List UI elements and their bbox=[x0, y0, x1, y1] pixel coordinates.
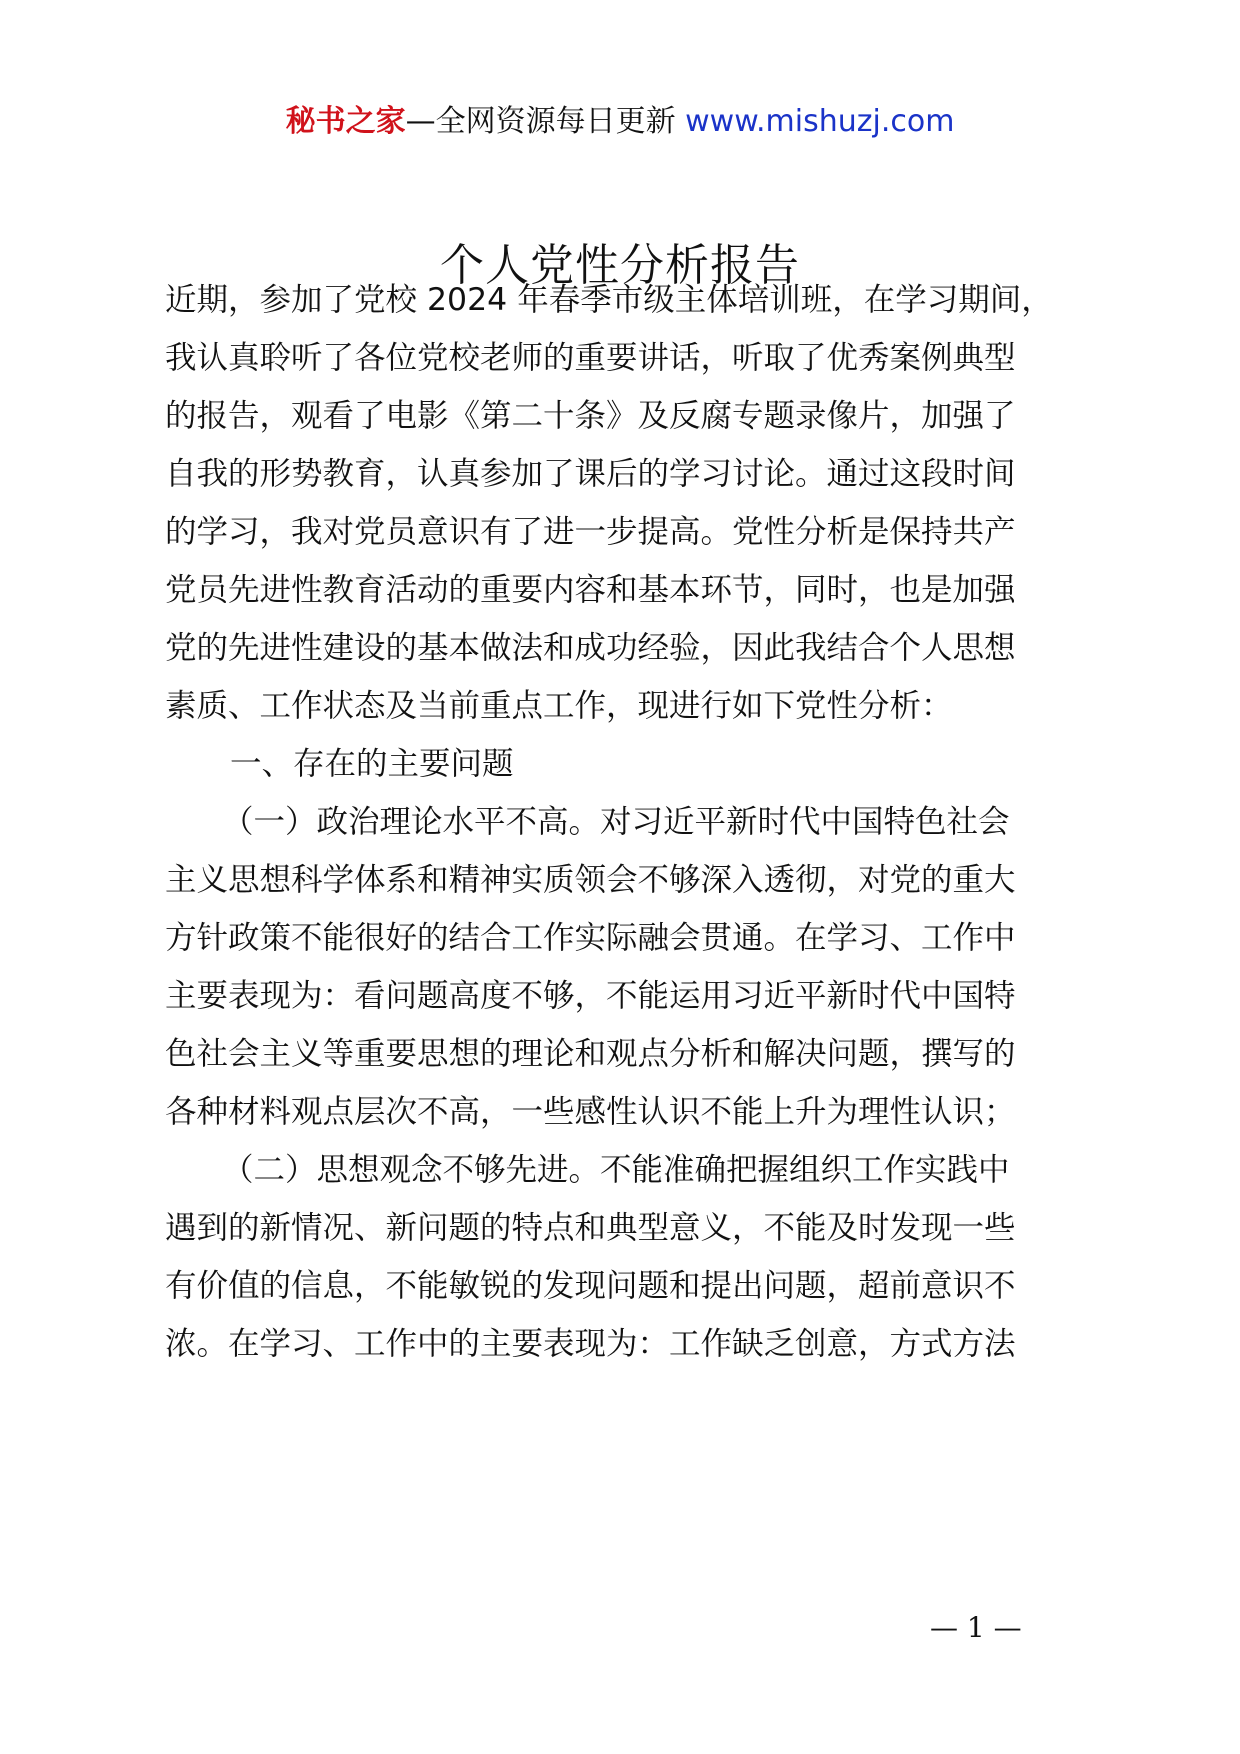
body-line: 遇到的新情况、新问题的特点和典型意义，不能及时发现一些 bbox=[165, 1210, 1016, 1246]
body-line: 党的先进性建设的基本做法和成功经验，因此我结合个人思想 bbox=[165, 630, 1016, 666]
body-line: 色社会主义等重要思想的理论和观点分析和解决问题，撰写的 bbox=[165, 1036, 1016, 1072]
body-line: 我认真聆听了各位党校老师的重要讲话，听取了优秀案例典型 bbox=[165, 340, 1016, 376]
body-line: 的学习，我对党员意识有了进一步提高。党性分析是保持共产 bbox=[165, 514, 1016, 550]
body-line: 的报告，观看了电影《第二十条》及反腐专题录像片，加强了 bbox=[165, 398, 1016, 434]
body-line: 素质、工作状态及当前重点工作，现进行如下党性分析： bbox=[165, 688, 953, 724]
section-heading: 一、存在的主要问题 bbox=[230, 746, 514, 782]
site-header bbox=[0, 100, 1240, 144]
body-line: （二）思想观念不够先进。不能准确把握组织工作实践中 bbox=[222, 1152, 1010, 1188]
body-line: 有价值的信息，不能敏锐的发现问题和提出问题，超前意识不 bbox=[165, 1268, 1016, 1304]
body-line: 各种材料观点层次不高，一些感性认识不能上升为理性认识； bbox=[165, 1094, 1016, 1130]
body-line: 党员先进性教育活动的重要内容和基本环节，同时，也是加强 bbox=[165, 572, 1016, 608]
body-line: 主要表现为：看问题高度不够，不能运用习近平新时代中国特 bbox=[165, 978, 1016, 1014]
site-url-link[interactable]: www.mishuzj.com bbox=[685, 104, 955, 139]
body-line: 自我的形势教育，认真参加了课后的学习讨论。通过这段时间 bbox=[165, 456, 1016, 492]
body-line: 方针政策不能很好的结合工作实际融会贯通。在学习、工作中 bbox=[165, 920, 1016, 956]
body-line: （一）政治理论水平不高。对习近平新时代中国特色社会 bbox=[222, 804, 1010, 840]
page-number: — 1 — bbox=[930, 1611, 1022, 1644]
body-line: 近期，参加了党校 2024 年春季市级主体培训班，在学习期间， bbox=[165, 282, 1053, 318]
brand-name: 秘书之家 bbox=[285, 104, 406, 139]
body-line: 主义思想科学体系和精神实质领会不够深入透彻，对党的重大 bbox=[165, 862, 1016, 898]
body-line: 浓。在学习、工作中的主要表现为：工作缺乏创意，方式方法 bbox=[165, 1326, 1016, 1362]
document-title: 个人党性分析报告 bbox=[440, 240, 800, 291]
header-slogan: —全网资源每日更新 bbox=[405, 104, 676, 139]
